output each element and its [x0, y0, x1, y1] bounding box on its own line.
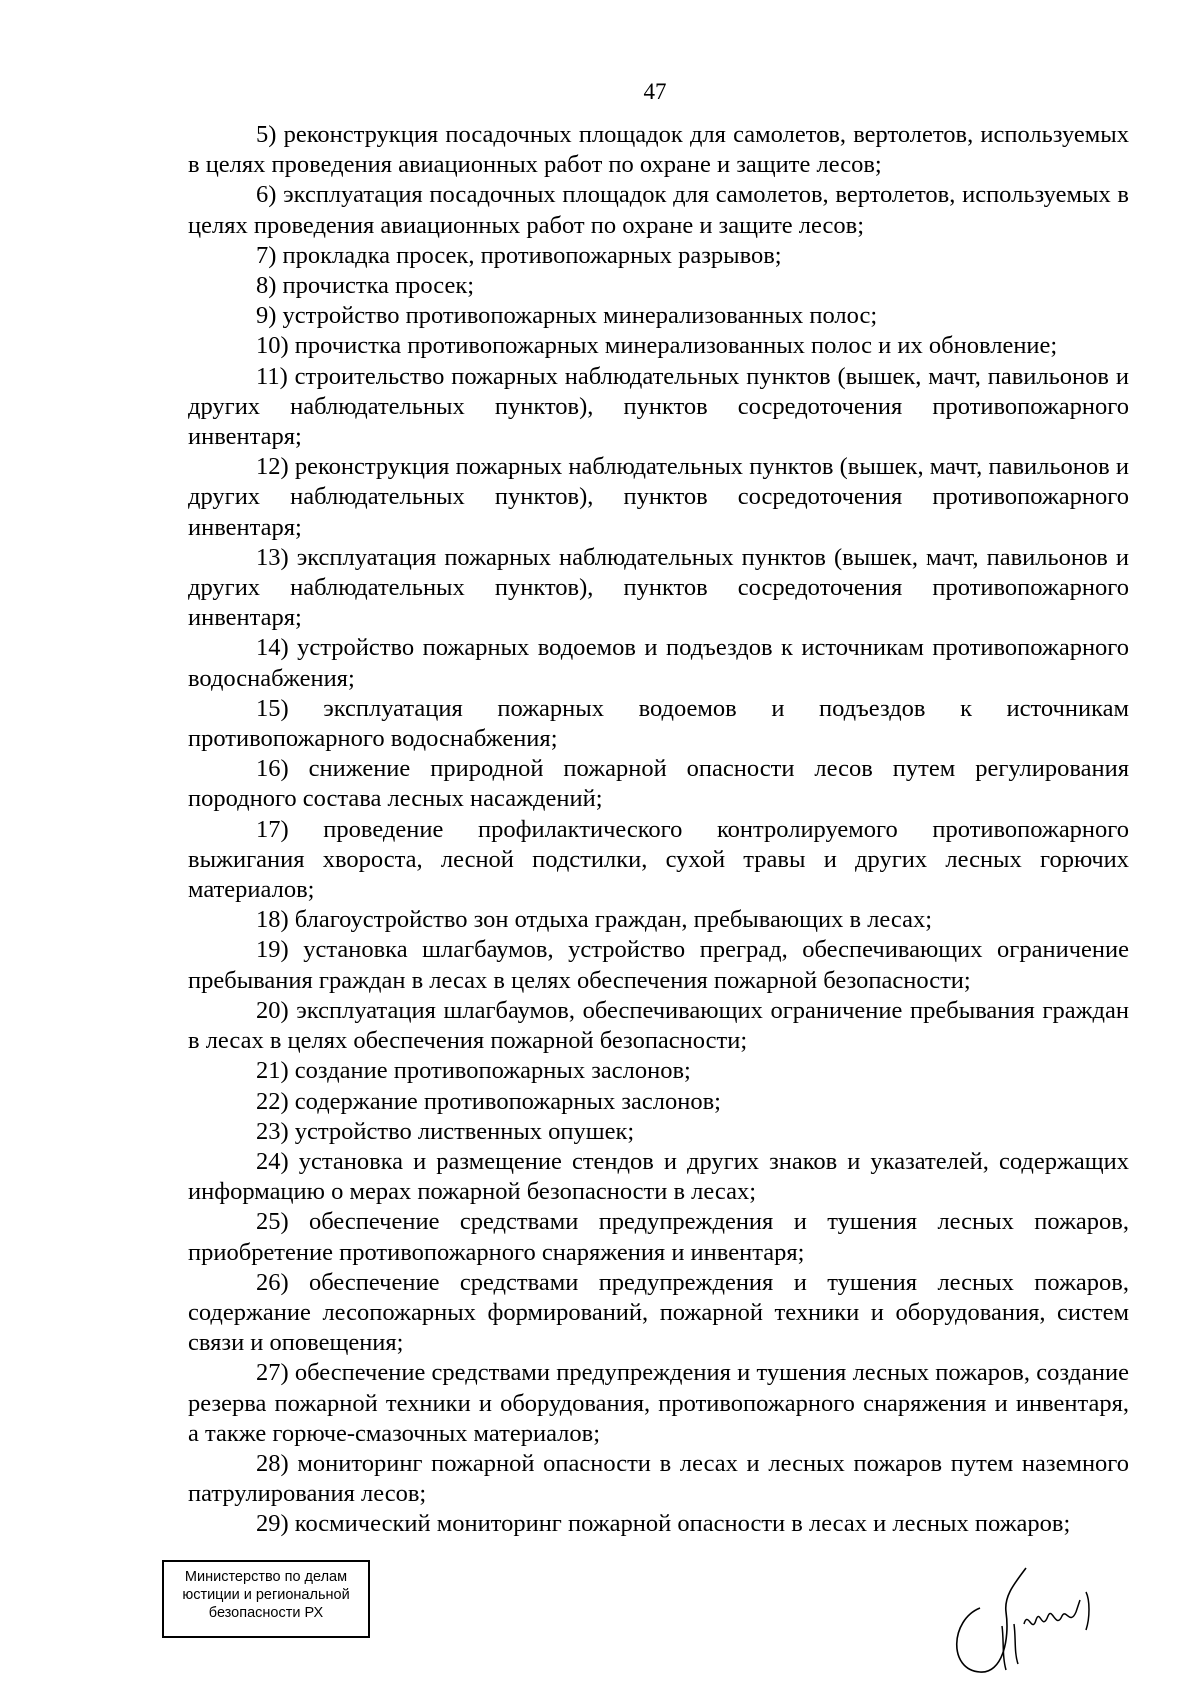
list-item: 8) прочистка просек;: [256, 272, 475, 300]
list-item: 11) строительство пожарных наблюдательных пунктов (вышек, мачт, павильонов и других наблюдательных пунктов), пунктов сосредоточения противопожарного инвентаря;: [188, 362, 1129, 451]
list-item: 19) установка шлагбаумов, устройство преград, обеспечивающих ограничение пребывания граждан в лесах в целях обеспечения пожарной безопасности;: [188, 936, 1129, 994]
list-item: 14) устройство пожарных водоемов и подъездов к источникам противопожарного водоснабжения;: [188, 634, 1129, 692]
list-item: 9) устройство противопожарных минерализованных полос;: [256, 302, 878, 330]
stamp-line: Министерство по делам: [184, 1569, 348, 1585]
stamp-line: безопасности РХ: [208, 1605, 324, 1621]
list-item: 18) благоустройство зон отдыха граждан, пребывающих в лесах;: [256, 906, 933, 934]
list-item: 25) обеспечение средствами предупреждения и тушения лесных пожаров, приобретение противопожарного снаряжения и инвентаря;: [188, 1208, 1129, 1266]
list-item: 15) эксплуатация пожарных водоемов и подъездов к источникам противопожарного водоснабжения;: [188, 694, 1129, 753]
list-item: 10) прочистка противопожарных минерализованных полос и их обновление;: [256, 332, 1058, 360]
list-item: 20) эксплуатация шлагбаумов, обеспечивающих ограничение пребывания граждан в лесах в целях обеспечения пожарной безопасности;: [188, 996, 1129, 1055]
list-item: 24) установка и размещение стендов и других знаков и указателей, содержащих информацию о мерах пожарной безопасности в лесах;: [188, 1147, 1129, 1206]
list-item: 27) обеспечение средствами предупреждения и тушения лесных пожаров, создание резерва пожарной техники и оборудования, противопожарного снаряжения и инвентаря, а также горюче-смазочных материалов;: [188, 1359, 1129, 1447]
list-item: 7) прокладка просек, противопожарных разрывов;: [256, 241, 782, 269]
handwritten-signature: [940, 1560, 1130, 1680]
document-body: [188, 120, 1129, 1540]
list-item: 6) эксплуатация посадочных площадок для самолетов, вертолетов, используемых в целях проведения авиационных работ по охране и защите лесов;: [188, 181, 1129, 239]
list-item: 5) реконструкция посадочных площадок для самолетов, вертолетов, используемых в целях проведения авиационных работ по охране и защите лесов;: [188, 121, 1129, 179]
stamp-line: юстиции и региональной: [182, 1587, 350, 1603]
list-item: 22) содержание противопожарных заслонов;: [256, 1087, 721, 1115]
list-item: 23) устройство лиственных опушек;: [256, 1117, 635, 1145]
list-item: 28) мониторинг пожарной опасности в лесах и лесных пожаров путем наземного патрулирования лесов;: [188, 1449, 1129, 1508]
list-item: 21) создание противопожарных заслонов;: [256, 1057, 691, 1085]
page-number: 47: [643, 79, 667, 104]
list-item: 16) снижение природной пожарной опасности лесов путем регулирования породного состава лесных насаждений;: [188, 755, 1129, 813]
list-item: 26) обеспечение средствами предупреждения и тушения лесных пожаров, содержание лесопожарных формирований, пожарной техники и оборудования, систем связи и оповещения;: [188, 1268, 1129, 1357]
list-item: 13) эксплуатация пожарных наблюдательных пунктов (вышек, мачт, павильонов и других наблюдательных пунктов), пунктов сосредоточения противопожарного инвентаря;: [188, 543, 1129, 632]
ministry-stamp: [162, 1560, 370, 1638]
list-item: 17) проведение профилактического контролируемого противопожарного выжигания хвороста, лесной подстилки, сухой травы и других лесных горючих материалов;: [188, 815, 1129, 904]
list-item: 29) космический мониторинг пожарной опасности в лесах и лесных пожаров;: [256, 1510, 1071, 1538]
list-item: 12) реконструкция пожарных наблюдательных пунктов (вышек, мачт, павильонов и других наблюдательных пунктов), пунктов сосредоточения противопожарного инвентаря;: [188, 453, 1129, 541]
